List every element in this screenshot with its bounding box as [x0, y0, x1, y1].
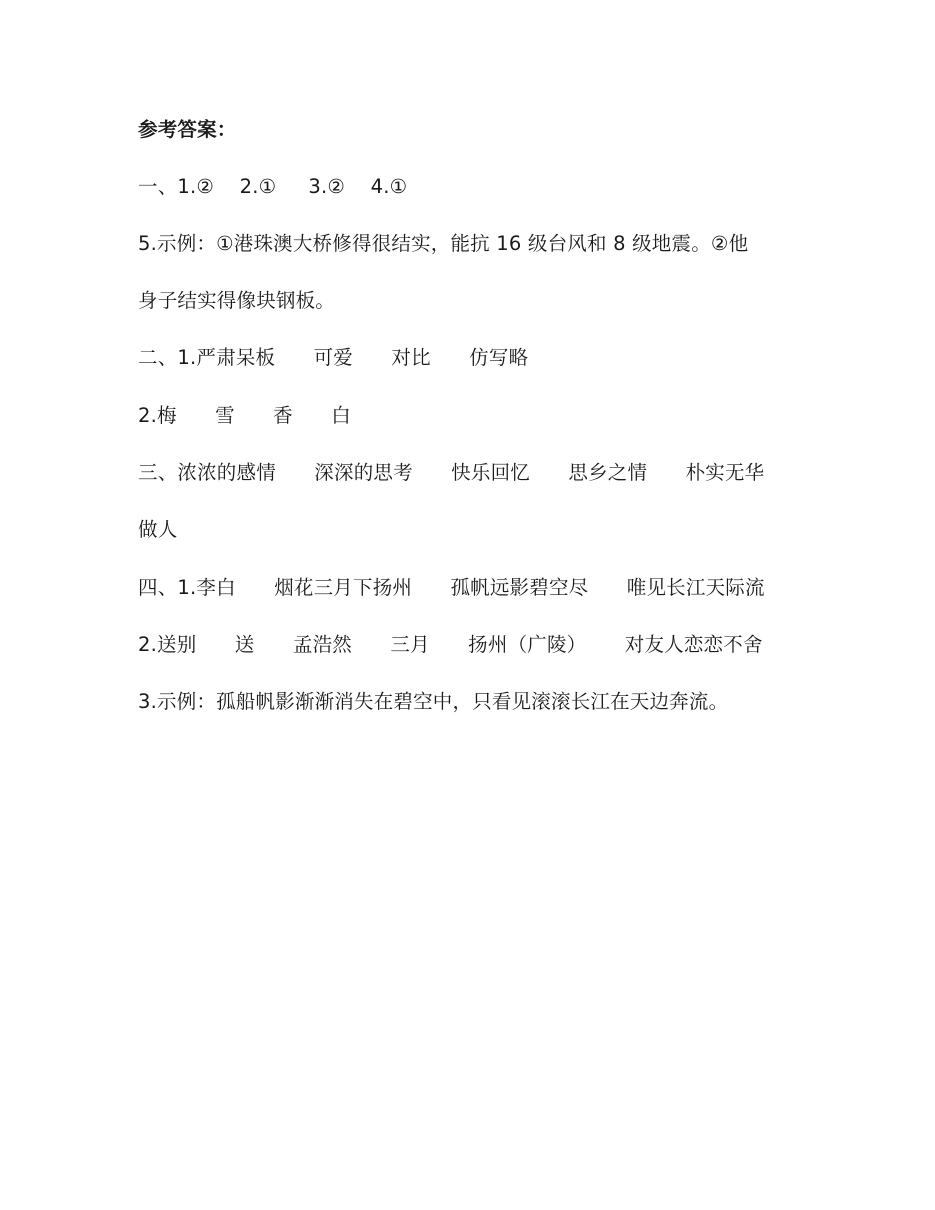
answer-line-1: 一、1.② 2.① 3.② 4.① — [138, 175, 408, 198]
answer-line-4: 二、1.严肃呆板 可爱 对比 仿写略 — [138, 346, 529, 369]
answer-line-6: 三、浓浓的感情 深深的思考 快乐回忆 思乡之情 朴实无华 — [138, 461, 765, 484]
answer-line-5: 2.梅 雪 香 白 — [138, 404, 351, 427]
answer-line-2: 5.示例：①港珠澳大桥修得很结实，能抗 16 级台风和 8 级地震。②他 — [138, 232, 749, 255]
answer-title: 参考答案： — [138, 118, 237, 141]
answer-line-8: 四、1.李白 烟花三月下扬州 孤帆远影碧空尽 唯见长江天际流 — [138, 576, 765, 599]
answer-line-10: 3.示例：孤船帆影渐渐消失在碧空中，只看见滚滚长江在天边奔流。 — [138, 690, 729, 713]
answer-line-3: 身子结实得像块钢板。 — [138, 289, 336, 312]
answer-line-7: 做人 — [138, 518, 178, 541]
answer-line-9: 2.送别 送 孟浩然 三月 扬州（广陵） 对友人恋恋不舍 — [138, 633, 763, 656]
